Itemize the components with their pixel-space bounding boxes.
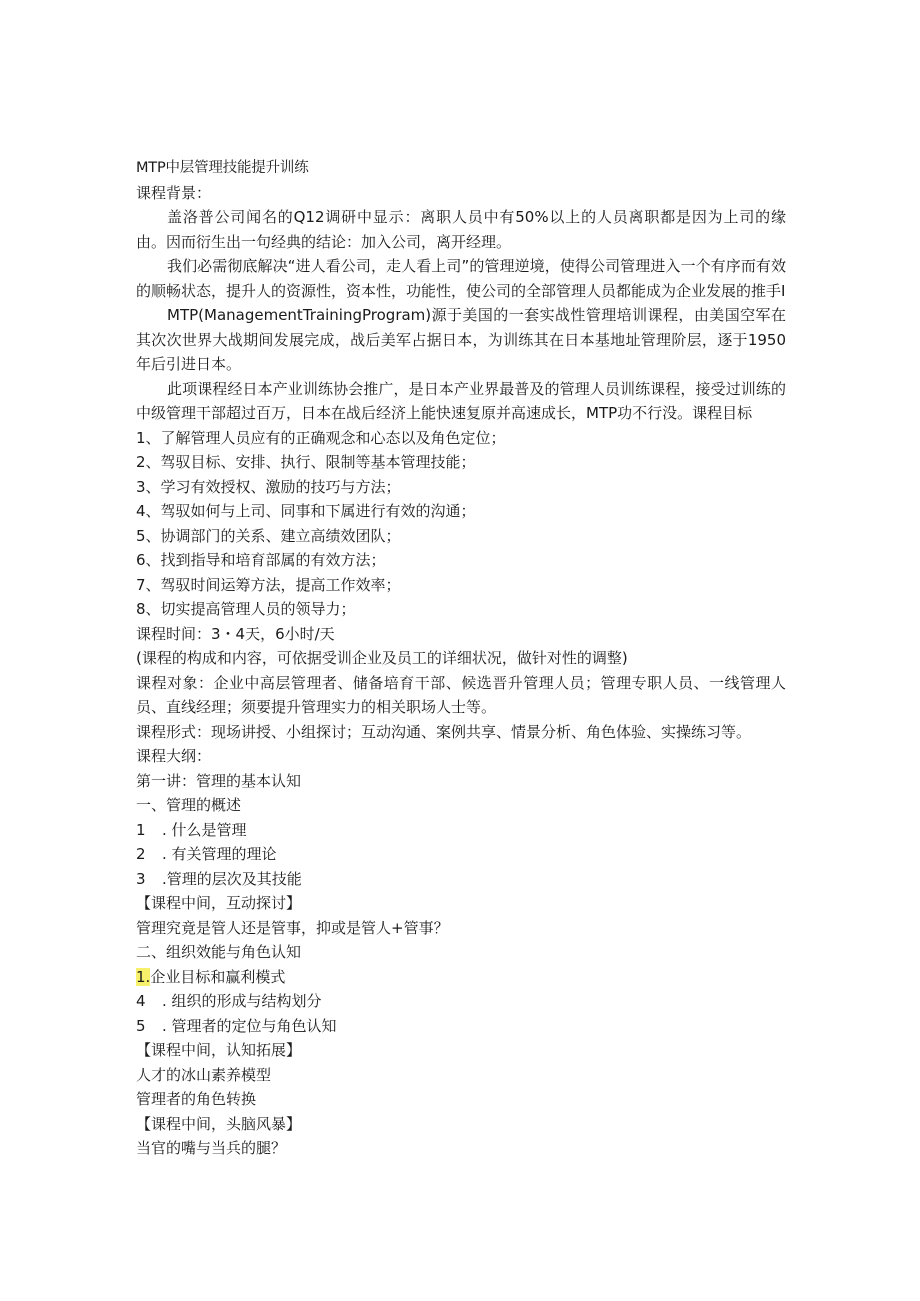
brainstorm-question: 当官的嘴与当兵的腿？: [136, 1139, 287, 1157]
goal-item: 1、了解管理人员应有的正确观念和心态以及角色定位；: [136, 428, 506, 447]
document-title: MTP中层管理技能提升训练: [136, 160, 309, 176]
goal-item: 4、驾驭如何与上司、同事和下属进行有效的沟通；: [136, 502, 476, 520]
section-2-heading: 二、组织效能与角色认知: [136, 943, 302, 961]
model-line: 人才的冰山素养模型: [136, 1065, 272, 1084]
list-item-number: 4: [136, 992, 146, 1010]
list-item-number: 1: [136, 820, 146, 839]
goal-item: 2、驾驭目标、安排、执行、限制等基本管理技能；: [136, 453, 476, 471]
lecture-1-heading: 第一讲：管理的基本认知: [136, 771, 302, 790]
list-item-text: . 管理者的定位与角色认知: [162, 1016, 337, 1035]
list-item-text: . 组织的形成与结构划分: [162, 992, 322, 1010]
list-item: [136, 867, 786, 892]
discussion-question: 管理究竟是管人还是管事，抑或是管人+管事？: [136, 918, 449, 937]
document-body: [136, 156, 786, 1161]
list-item: [136, 818, 786, 843]
goal-item: 7、驾驭时间运筹方法，提高工作效率；: [136, 575, 401, 594]
role-change-line: 管理者的角色转换: [136, 1090, 257, 1108]
goals-list: [136, 426, 786, 622]
list-item-number: 3: [136, 869, 146, 888]
highlighted-number: 1.: [136, 967, 151, 986]
interaction-tag: 【课程中间，互动探讨】: [136, 894, 302, 912]
list-item-number: 5: [136, 1016, 146, 1035]
list-item-text: . 有关管理的理论: [162, 845, 277, 863]
paragraph-mtp-origin: MTP(ManagementTrainingProgram)源于美国的一套实战性管理培训课程，由美国空军在其次次世界大战期间发展完成，战后美军占据日本，为训练其在日本基地址管理阶层，逐于1950年后引进日本。: [136, 306, 786, 373]
list-item: [136, 1014, 786, 1039]
course-format: 课程形式：现场讲授、小组探讨；互动沟通、案例共享、情景分析、角色体验、实操练习等。: [136, 722, 752, 741]
goal-item: 6、找到指导和培育部属的有效方法；: [136, 551, 386, 569]
outline-label: 课程大纲：: [136, 747, 212, 765]
course-duration: 课程时间：3・4天，6小时/天: [136, 624, 335, 643]
course-audience: 课程对象：企业中高层管理者、储备培育干部、候选晋升管理人员；管理专职人员、一线管理人员、直线经理；须要提升管理实力的相关职场人士等。: [136, 673, 786, 716]
list-item-number: 2: [136, 845, 146, 863]
background-label: 课程背景：: [136, 183, 212, 202]
list-item-text: 企业目标和赢利模式: [150, 967, 286, 986]
goal-item: 3、学习有效授权、激励的技巧与方法；: [136, 477, 401, 496]
interaction-tag: 【课程中间，认知拓展】: [136, 1041, 302, 1059]
goal-item: 5、协调部门的关系、建立高绩效团队；: [136, 526, 401, 545]
interaction-tag: 【课程中间，头脑风暴】: [136, 1114, 302, 1133]
section-1-heading: 一、管理的概述: [136, 796, 242, 814]
paragraph-gallup: 盖洛普公司闻名的Q12调研中显示：离职人员中有50%以上的人员离职都是因为上司的缘由。因而衍生出一句经典的结论：加入公司，离开经理。: [136, 208, 786, 251]
list-item-text: . 什么是管理: [162, 820, 247, 839]
goal-item: 8、切实提高管理人员的领导力；: [136, 600, 356, 618]
list-item: [136, 965, 786, 990]
list-item: [136, 989, 786, 1014]
section-1-list: [136, 818, 786, 892]
list-item-text: .管理的层次及其技能: [162, 869, 302, 888]
paragraph-mtp-promotion: 此项课程经日本产业训练协会推广，是日本产业界最普及的管理人员训练课程，接受过训练的中级管理干部超过百万，日本在战后经济上能快速复原并高速成长，MTP功不行没。课程目标: [136, 379, 786, 422]
paragraph-dilemma: 我们必需彻底解决“进人看公司，走人看上司”的管理逆境，使得公司管理进入一个有序而有效的顺畅状态，提升人的资源性，资本性，功能性，使公司的全部管理人员都能成为企业发展的推手I: [136, 257, 786, 300]
list-item: [136, 842, 786, 867]
course-duration-note: (课程的构成和内容，可依据受训企业及员工的详细状况，做针对性的调整): [136, 649, 628, 667]
section-2-list: [136, 965, 786, 1039]
